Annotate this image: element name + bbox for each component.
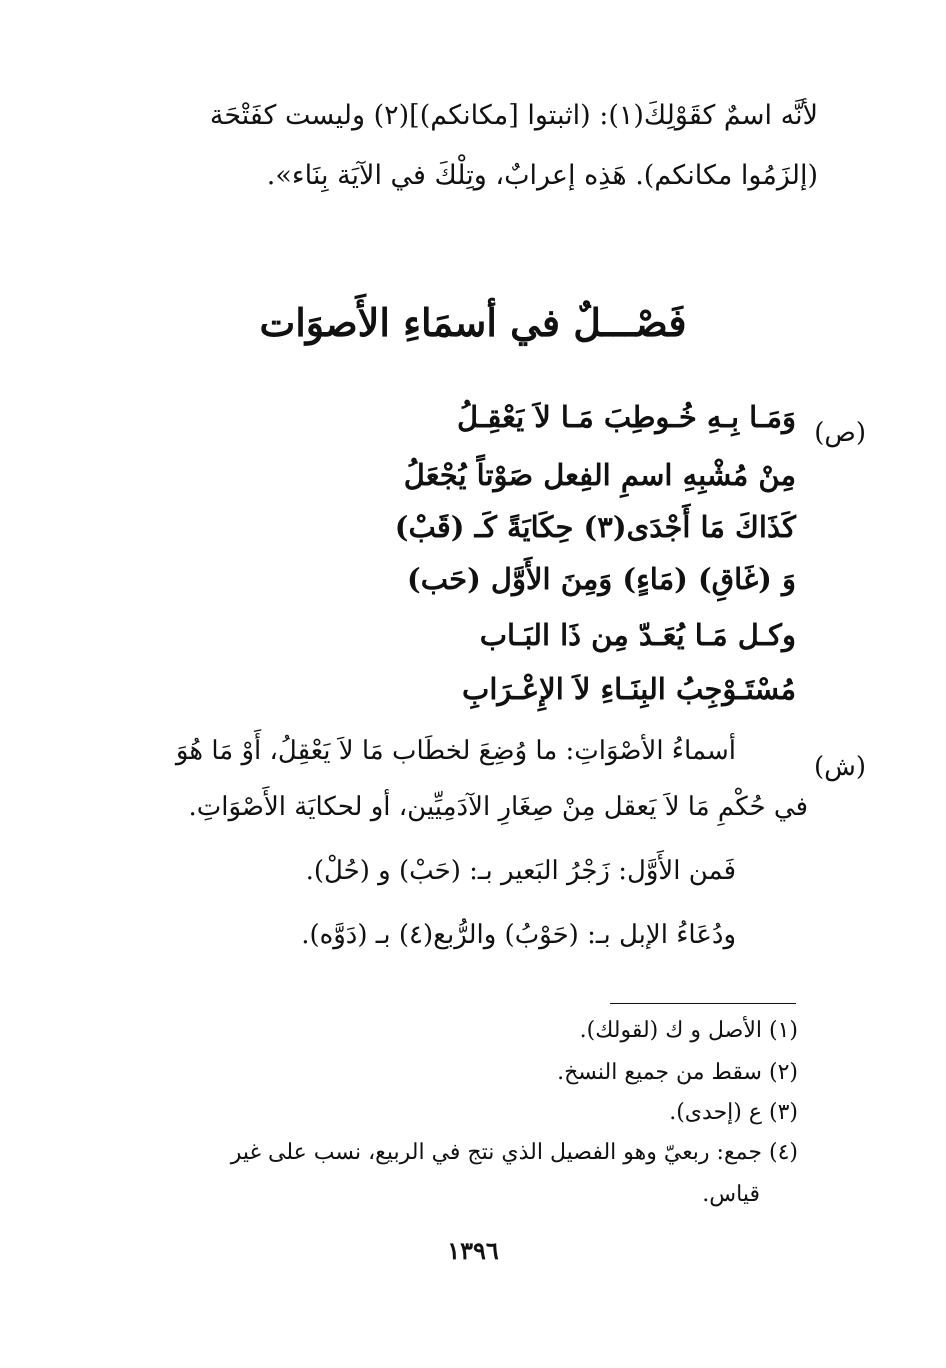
- footnote-4-continuation: قياس.: [702, 1182, 760, 1207]
- footnote-3: (٣) ع (إحدى).: [669, 1100, 798, 1125]
- verse-line-5: وكـل مَـا يُعَـدّ مِن ذَا البَـاب: [479, 618, 796, 652]
- verse-line-4: وَ (غَاقِ) (مَاءٍ) وَمِنَ الأَوَّل (حَب): [406, 562, 796, 596]
- verse-line-6: مُسْتَـوْجِبُ البِنَـاءِ لاَ الإِعْـرَابِ: [462, 672, 796, 706]
- verse-marker: (ص): [814, 418, 866, 448]
- section-title: فَصْـــلٌ في أسمَاءِ الأَصوَات: [259, 300, 687, 345]
- intro-line-1: لأنَّه اسمٌ كقَوْلِكَ(١): (اثبتوا [مكانكم)](٢) وليست كفَتْحَة: [209, 100, 818, 131]
- sharh-line-4: ودُعَاءُ الإبل بـ: (حَوْبُ) والرُّبع(٤) بـ (دَوَّه).: [301, 920, 736, 950]
- page-number: ١٣٩٦: [447, 1236, 499, 1265]
- intro-line-2: (إلزَمُوا مكانكم). هَذِه إعرابٌ، وتِلْكَ في الآيَة بِنَاء».: [266, 160, 818, 191]
- sharh-line-3: فَمن الأَوَّل: زَجْرُ البَعير بـ: (حَبْ) و (حُلْ).: [305, 856, 736, 886]
- verse-line-2: مِنْ مُشْبِهِ اسمِ الفِعل صَوْتاً يُجْعَلُ: [403, 458, 796, 492]
- sharh-line-1: أسماءُ الأصْوَاتِ: ما وُضِعَ لخطَاب مَا لاَ يَعْقِلُ، أَوْ مَا هُوَ: [175, 736, 736, 766]
- footnote-2: (٢) سقط من جميع النسخ.: [557, 1060, 798, 1085]
- sharh-line-2: في حُكْمِ مَا لاَ يَعقل مِنْ صِغَارِ الآدَمِيِّين، أو لحكايَة الأَصْوَاتِ.: [188, 792, 808, 822]
- footnote-1: (١) الأصل و ك (لقولك).: [579, 1018, 798, 1043]
- sharh-marker: (ش): [813, 752, 866, 782]
- verse-line-3: كَذَاكَ مَا أَجْدَى(٣) حِكَايَةً كَـ (قَبْ): [394, 510, 796, 544]
- footnote-divider: [610, 1003, 796, 1004]
- verse-line-1: وَمَـا بِـهِ خُـوطِبَ مَـا لاَ يَعْقِـلُ: [456, 400, 796, 434]
- footnote-4: (٤) جمع: ربعيّ وهو الفصيل الذي نتج في الربيع، نسب على غير: [230, 1140, 798, 1165]
